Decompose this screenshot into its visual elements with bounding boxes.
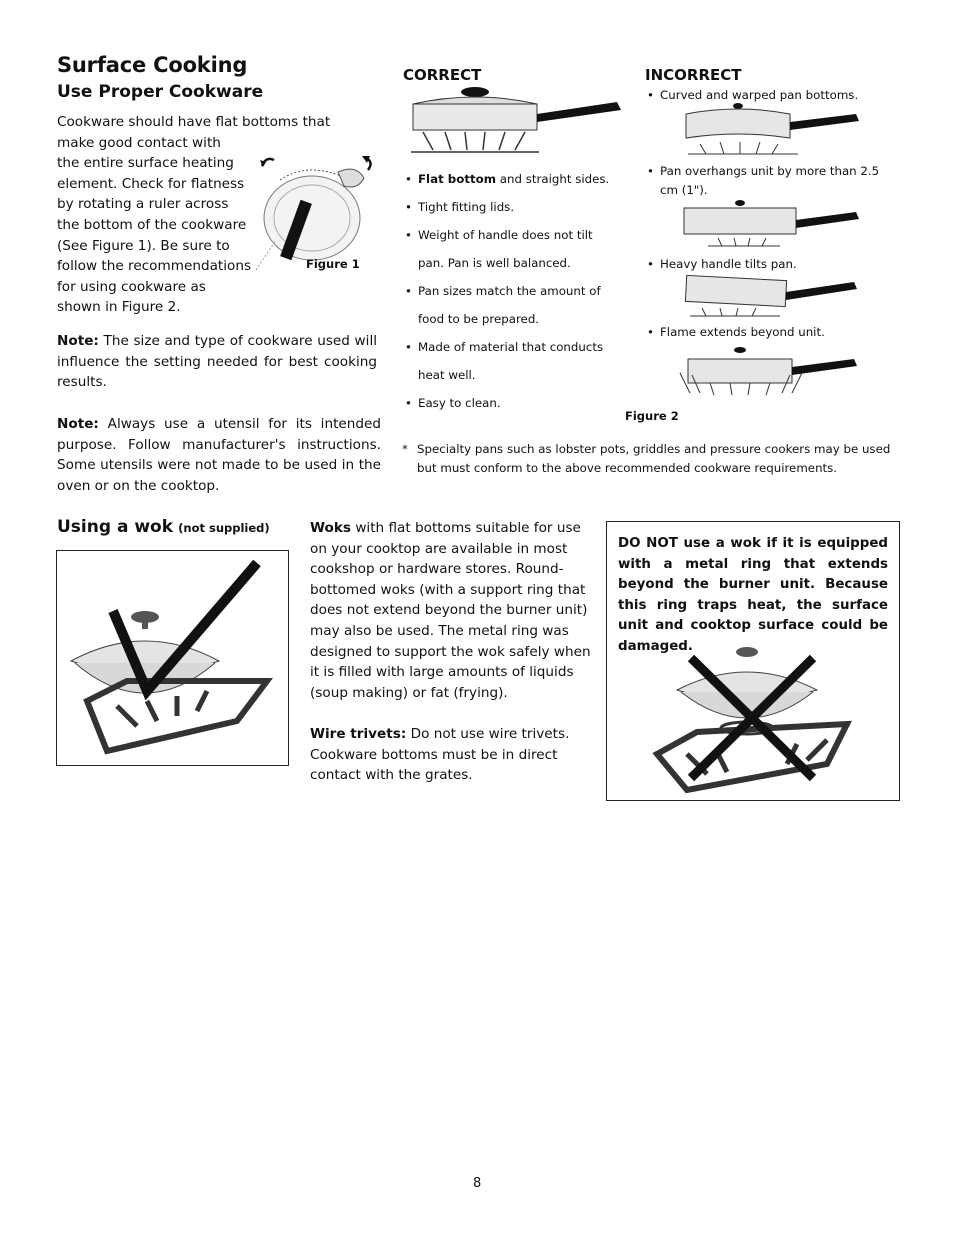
- list-item: • Flat bottom and straight sides.: [403, 165, 633, 193]
- wire-trivets-paragraph: Wire trivets: Do not use wire trivets. Cookware bottoms must be in direct contact with the grates.: [310, 726, 570, 784]
- list-item: • Made of material that conducts: [403, 333, 633, 361]
- correct-heading: CORRECT: [403, 66, 482, 84]
- overhang-pan-illustration: [678, 198, 863, 250]
- list-item-continued: food to be prepared.: [418, 312, 540, 326]
- wok-checkmark-illustration: [57, 551, 288, 765]
- tilted-pan-illustration: [680, 270, 865, 320]
- section-subtitle: Use Proper Cookware: [57, 82, 264, 102]
- wok-warning-text: DO NOT use a wok if it is equipped with a metal ring that extends beyond the burner unit. Because this ring traps heat, the surface unit and cooktop surface could be damaged.: [618, 536, 888, 654]
- incorrect-item-2: • Pan overhangs unit by more than 2.5 cm (1").: [645, 162, 905, 200]
- incorrect-item-3: • Heavy handle tilts pan.: [645, 255, 905, 274]
- figure2-label: Figure 2: [625, 409, 679, 423]
- list-item: • Easy to clean.: [403, 389, 633, 417]
- correct-pan-illustration: [405, 82, 625, 160]
- incorrect-heading: INCORRECT: [645, 66, 742, 84]
- list-item-continued: pan. Pan is well balanced.: [418, 256, 571, 270]
- wok-paragraph: Woks with flat bottoms suitable for use on your cooktop are available in most cookshop or hardware stores. Round- bottomed woks (with a support ring that does not extend beyond the burner unit) may also be used. The metal ring was designed to support the wok safely when it is filled with large amounts of liquids (soup making) or fat (frying).: [310, 520, 591, 701]
- page-number: 8: [473, 1176, 482, 1191]
- incorrect-item-4: • Flame extends beyond unit.: [645, 323, 905, 342]
- specialty-note: * Specialty pans such as lobster pots, griddles and pressure cookers may be used but must conform to the above recommended cookware requirements.: [402, 442, 891, 475]
- incorrect-item-1: • Curved and warped pan bottoms.: [645, 86, 905, 105]
- flame-beyond-pan-illustration: [678, 345, 863, 400]
- intro-paragraph: Cookware should have flat bottoms that make good contact with the entire surface heating element. Check for flatness by rotating a ruler across the bottom of the cookware (See Figure 1). Be sure to follow the recommendations for using cookware as shown in Figure 2.: [57, 114, 331, 316]
- wok-correct-figure: [56, 550, 289, 766]
- note-utensil-purpose: Note: Always use a utensil for its intended purpose. Follow manufacturer's instructions. Some utensils were not made to be used in the oven or on the cooktop.: [57, 416, 381, 494]
- list-item: • Pan sizes match the amount of: [403, 277, 633, 305]
- page-title: Surface Cooking: [57, 53, 248, 77]
- list-item: • Tight fitting lids.: [403, 193, 633, 221]
- list-item: • Weight of handle does not tilt: [403, 221, 633, 249]
- note-cookware-size: Note: The size and type of cookware used will influence the setting needed for best cooking results.: [57, 333, 377, 391]
- correct-list: [403, 165, 633, 417]
- wok-heading: Using a wok (not supplied): [57, 517, 270, 537]
- wok-warning-box: [606, 521, 900, 801]
- wok-with-ring-crossed-illustration: [647, 644, 857, 794]
- warped-pan-illustration: [680, 100, 865, 158]
- list-item-continued: heat well.: [418, 368, 476, 382]
- figure1-label: Figure 1: [306, 257, 360, 271]
